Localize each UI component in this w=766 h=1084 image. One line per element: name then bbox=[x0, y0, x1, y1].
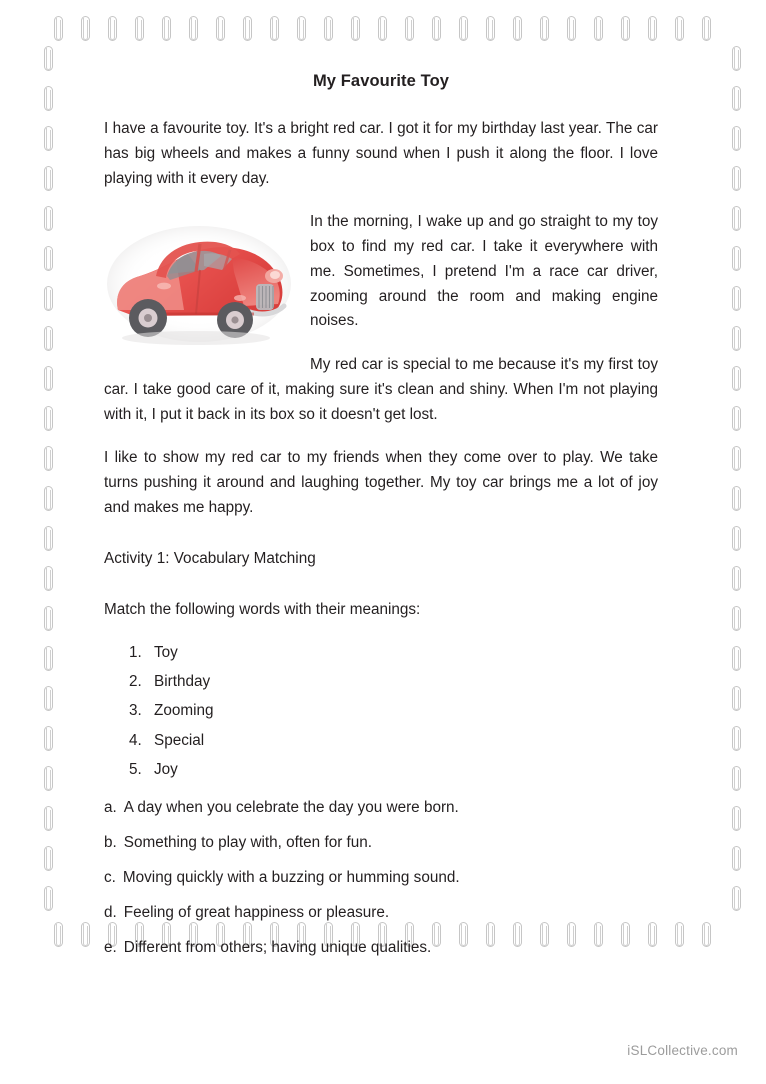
paperclip-icon bbox=[731, 486, 744, 512]
paperclip-icon bbox=[43, 606, 56, 632]
paragraph-special: My red car is special to me because it's my first toy car. I take good care of it, making sure it's clean and shiny. When I'm not playing with it, I put it back in its box so it doesn't get lost. bbox=[104, 356, 658, 423]
paperclip-icon bbox=[731, 806, 744, 832]
paperclip-icon bbox=[731, 846, 744, 872]
definition-letter: c. bbox=[104, 869, 116, 887]
paperclip-icon bbox=[731, 46, 744, 72]
activity-heading: Activity 1: Vocabulary Matching bbox=[104, 549, 316, 567]
paperclip-icon bbox=[43, 126, 56, 152]
paragraph-morning: In the morning, I wake up and go straight to my toy box to find my red car. I take it everywhere with me. Sometimes, I pretend I'm a race car driver, zooming around the room and making engine noises. bbox=[310, 213, 658, 330]
paperclip-icon bbox=[431, 16, 444, 42]
paperclip-icon bbox=[43, 526, 56, 552]
paperclip-icon bbox=[731, 246, 744, 272]
paperclip-icon bbox=[242, 16, 255, 42]
paperclip-border-right bbox=[720, 46, 754, 930]
vocabulary-word-list bbox=[104, 645, 658, 777]
paperclip-icon bbox=[647, 16, 660, 42]
paperclip-icon bbox=[404, 16, 417, 42]
paperclip-icon bbox=[731, 206, 744, 232]
word-label: Zooming bbox=[154, 702, 214, 720]
paperclip-icon bbox=[485, 16, 498, 42]
paperclip-icon bbox=[43, 366, 56, 392]
paperclip-icon bbox=[43, 726, 56, 752]
paperclip-icon bbox=[731, 366, 744, 392]
definition-letter: d. bbox=[104, 904, 117, 922]
paperclip-icon bbox=[43, 406, 56, 432]
paperclip-icon bbox=[539, 16, 552, 42]
paperclip-icon bbox=[731, 406, 744, 432]
paperclip-icon bbox=[43, 206, 56, 232]
definition-text: Moving quickly with a buzzing or humming sound. bbox=[122, 869, 460, 887]
definition-text: A day when you celebrate the day you were born. bbox=[123, 799, 459, 817]
paperclip-border-left bbox=[32, 46, 66, 930]
word-label: Joy bbox=[154, 760, 178, 778]
paperclip-icon bbox=[731, 86, 744, 112]
list-item[interactable] bbox=[146, 645, 658, 660]
paperclip-icon bbox=[43, 46, 56, 72]
paperclip-icon bbox=[731, 646, 744, 672]
paperclip-icon bbox=[731, 526, 744, 552]
paperclip-icon bbox=[43, 486, 56, 512]
islcollective-watermark: iSLCollective.com bbox=[627, 1043, 738, 1058]
paperclip-icon bbox=[731, 326, 744, 352]
definition-letter: b. bbox=[104, 834, 117, 852]
paperclip-icon bbox=[731, 126, 744, 152]
paperclip-icon bbox=[731, 766, 744, 792]
match-instruction: Match the following words with their meanings: bbox=[104, 601, 421, 619]
paperclip-icon bbox=[43, 886, 56, 912]
definition-letter: e. bbox=[104, 939, 117, 957]
paperclip-icon bbox=[43, 166, 56, 192]
definition-text: Feeling of great happiness or pleasure. bbox=[123, 904, 390, 922]
paperclip-icon bbox=[80, 922, 93, 948]
paperclip-icon bbox=[731, 446, 744, 472]
worksheet-body bbox=[104, 72, 658, 974]
paperclip-icon bbox=[53, 16, 66, 42]
paperclip-icon bbox=[620, 16, 633, 42]
paperclip-icon bbox=[80, 16, 93, 42]
paperclip-icon bbox=[674, 16, 687, 42]
paperclip-icon bbox=[43, 766, 56, 792]
paperclip-icon bbox=[107, 16, 120, 42]
paperclip-border-top bbox=[0, 12, 766, 46]
paperclip-icon bbox=[566, 16, 579, 42]
paperclip-icon bbox=[731, 166, 744, 192]
paperclip-icon bbox=[296, 16, 309, 42]
paperclip-icon bbox=[731, 686, 744, 712]
paperclip-icon bbox=[43, 566, 56, 592]
word-label: Special bbox=[154, 731, 205, 749]
paperclip-icon bbox=[188, 16, 201, 42]
page-title: My Favourite Toy bbox=[312, 72, 450, 90]
list-item[interactable] bbox=[146, 733, 658, 748]
definition-list bbox=[104, 799, 658, 957]
paperclip-icon bbox=[323, 16, 336, 42]
paperclip-icon bbox=[43, 286, 56, 312]
paperclip-icon bbox=[43, 646, 56, 672]
list-item[interactable] bbox=[104, 904, 658, 922]
paperclip-icon bbox=[674, 922, 687, 948]
list-item[interactable] bbox=[146, 703, 658, 718]
paperclip-icon bbox=[43, 446, 56, 472]
paperclip-icon bbox=[43, 686, 56, 712]
list-item[interactable] bbox=[146, 674, 658, 689]
paperclip-icon bbox=[593, 16, 606, 42]
definition-text: Something to play with, often for fun. bbox=[123, 834, 373, 852]
list-item[interactable] bbox=[104, 869, 658, 887]
paperclip-icon bbox=[134, 16, 147, 42]
list-item[interactable] bbox=[104, 799, 658, 817]
paperclip-icon bbox=[731, 566, 744, 592]
paperclip-icon bbox=[43, 246, 56, 272]
paperclip-icon bbox=[269, 16, 282, 42]
paragraph-intro: I have a favourite toy. It's a bright red car. I got it for my birthday last year. The car has big wheels and makes a funny sound when I push it along the floor. I love playing with it every day. bbox=[104, 120, 658, 187]
paperclip-icon bbox=[701, 922, 714, 948]
paperclip-icon bbox=[350, 16, 363, 42]
red-toy-car-illustration bbox=[104, 214, 294, 350]
definition-text: Different from others; having unique qualities. bbox=[123, 939, 432, 957]
paperclip-icon bbox=[215, 16, 228, 42]
paperclip-icon bbox=[43, 86, 56, 112]
paperclip-icon bbox=[731, 606, 744, 632]
paperclip-icon bbox=[161, 16, 174, 42]
paperclip-icon bbox=[731, 726, 744, 752]
word-label: Toy bbox=[154, 643, 178, 661]
paperclip-icon bbox=[458, 16, 471, 42]
word-label: Birthday bbox=[154, 672, 211, 690]
list-item[interactable] bbox=[104, 834, 658, 852]
paperclip-icon bbox=[43, 326, 56, 352]
paperclip-icon bbox=[377, 16, 390, 42]
paperclip-icon bbox=[43, 846, 56, 872]
paperclip-icon bbox=[43, 806, 56, 832]
paragraph-friends: I like to show my red car to my friends when they come over to play. We take turns pushing it around and laughing together. My toy car brings me a lot of joy and makes me happy. bbox=[104, 449, 658, 516]
paperclip-icon bbox=[701, 16, 714, 42]
list-item[interactable] bbox=[104, 939, 658, 957]
paperclip-icon bbox=[731, 286, 744, 312]
paperclip-icon bbox=[512, 16, 525, 42]
definition-letter: a. bbox=[104, 799, 117, 817]
list-item[interactable] bbox=[146, 762, 658, 777]
paperclip-icon bbox=[731, 886, 744, 912]
